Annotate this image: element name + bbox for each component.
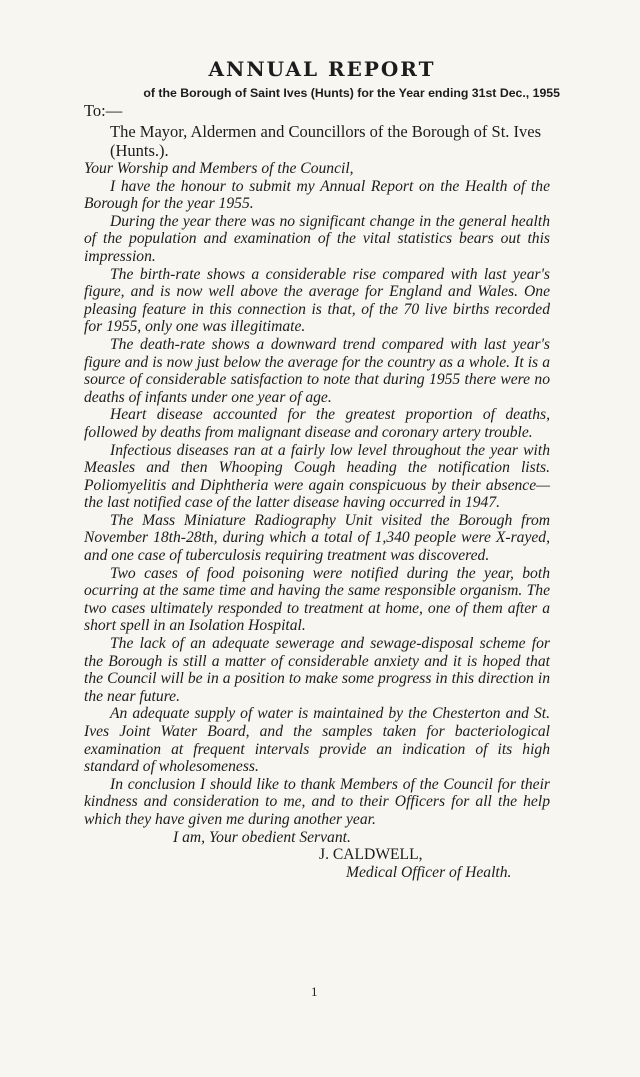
document-title: ANNUAL REPORT: [208, 57, 436, 81]
body-paragraph: Two cases of food poisoning were notified during the year, both ocurring at the same time and having the same responsible organism. The two cases ultimately responded to treatment at home, one of them after a short spell in an Isolation Hospital.: [84, 564, 550, 635]
report-page: [84, 57, 560, 881]
addressee: The Mayor, Aldermen and Councillors of the Borough of St. Ives (Hunts.).: [110, 122, 542, 160]
body-paragraph: The Mass Miniature Radiography Unit visited the Borough from November 18th-28th, during which a total of 1,340 people were X-rayed, and one case of tuberculosis requiring treatment was discovered.: [84, 511, 550, 565]
body-paragraph: I have the honour to submit my Annual Report on the Health of the Borough for the year 1955.: [84, 177, 550, 213]
signature-title: Medical Officer of Health.: [346, 863, 512, 881]
body-paragraph: The death-rate shows a downward trend compared with last year's figure and is now just below the average for the country as a whole. It is a source of considerable satisfaction to note that during 1955 there were no deaths of infants under one year of age.: [84, 335, 550, 406]
body-paragraph: The birth-rate shows a considerable rise compared with last year's figure, and is now well above the average for England and Wales. One pleasing feature in this connection is that, of the 70 live births recorded for 1955, only one was illegitimate.: [84, 265, 550, 336]
body-paragraph: In conclusion I should like to thank Members of the Council for their kindness and consideration to me, and to their Officers for all the help which they have given me during another year.: [84, 775, 550, 828]
body-paragraph: An adequate supply of water is maintained by the Chesterton and St. Ives Joint Water Board, and the samples taken for bacteriological examination at frequent intervals provide an indication of its high standard of wholesomeness.: [84, 705, 550, 776]
to-line: To:—: [84, 101, 123, 120]
body-paragraph: The lack of an adequate sewerage and sewage-disposal scheme for the Borough is still a matter of considerable anxiety and it is hoped that the Council will be in a position to make some progress in this direction in the near future.: [84, 635, 550, 705]
salutation: Your Worship and Members of the Council,: [84, 160, 354, 177]
body-paragraph: During the year there was no significant change in the general health of the population and examination of the vital statistics bears out this impression.: [84, 212, 550, 265]
signature-name: J. CALDWELL,: [319, 846, 423, 864]
body-paragraph: Heart disease accounted for the greatest proportion of deaths, followed by deaths from malignant disease and coronary artery trouble.: [84, 406, 550, 441]
page-number: 1: [311, 984, 318, 999]
closing-line: I am, Your obedient Servant.: [173, 828, 351, 846]
body-paragraph: Infectious diseases ran at a fairly low level throughout the year with Measles and then Whooping Cough heading the notification lists. Poliomyelitis and Diphtheria were again conspicuous by their absence—the last notified case of the latter disease having occurred in 1947.: [84, 441, 550, 512]
document-subtitle: of the Borough of Saint Ives (Hunts) for the Year ending 31st Dec., 1955: [143, 86, 560, 100]
